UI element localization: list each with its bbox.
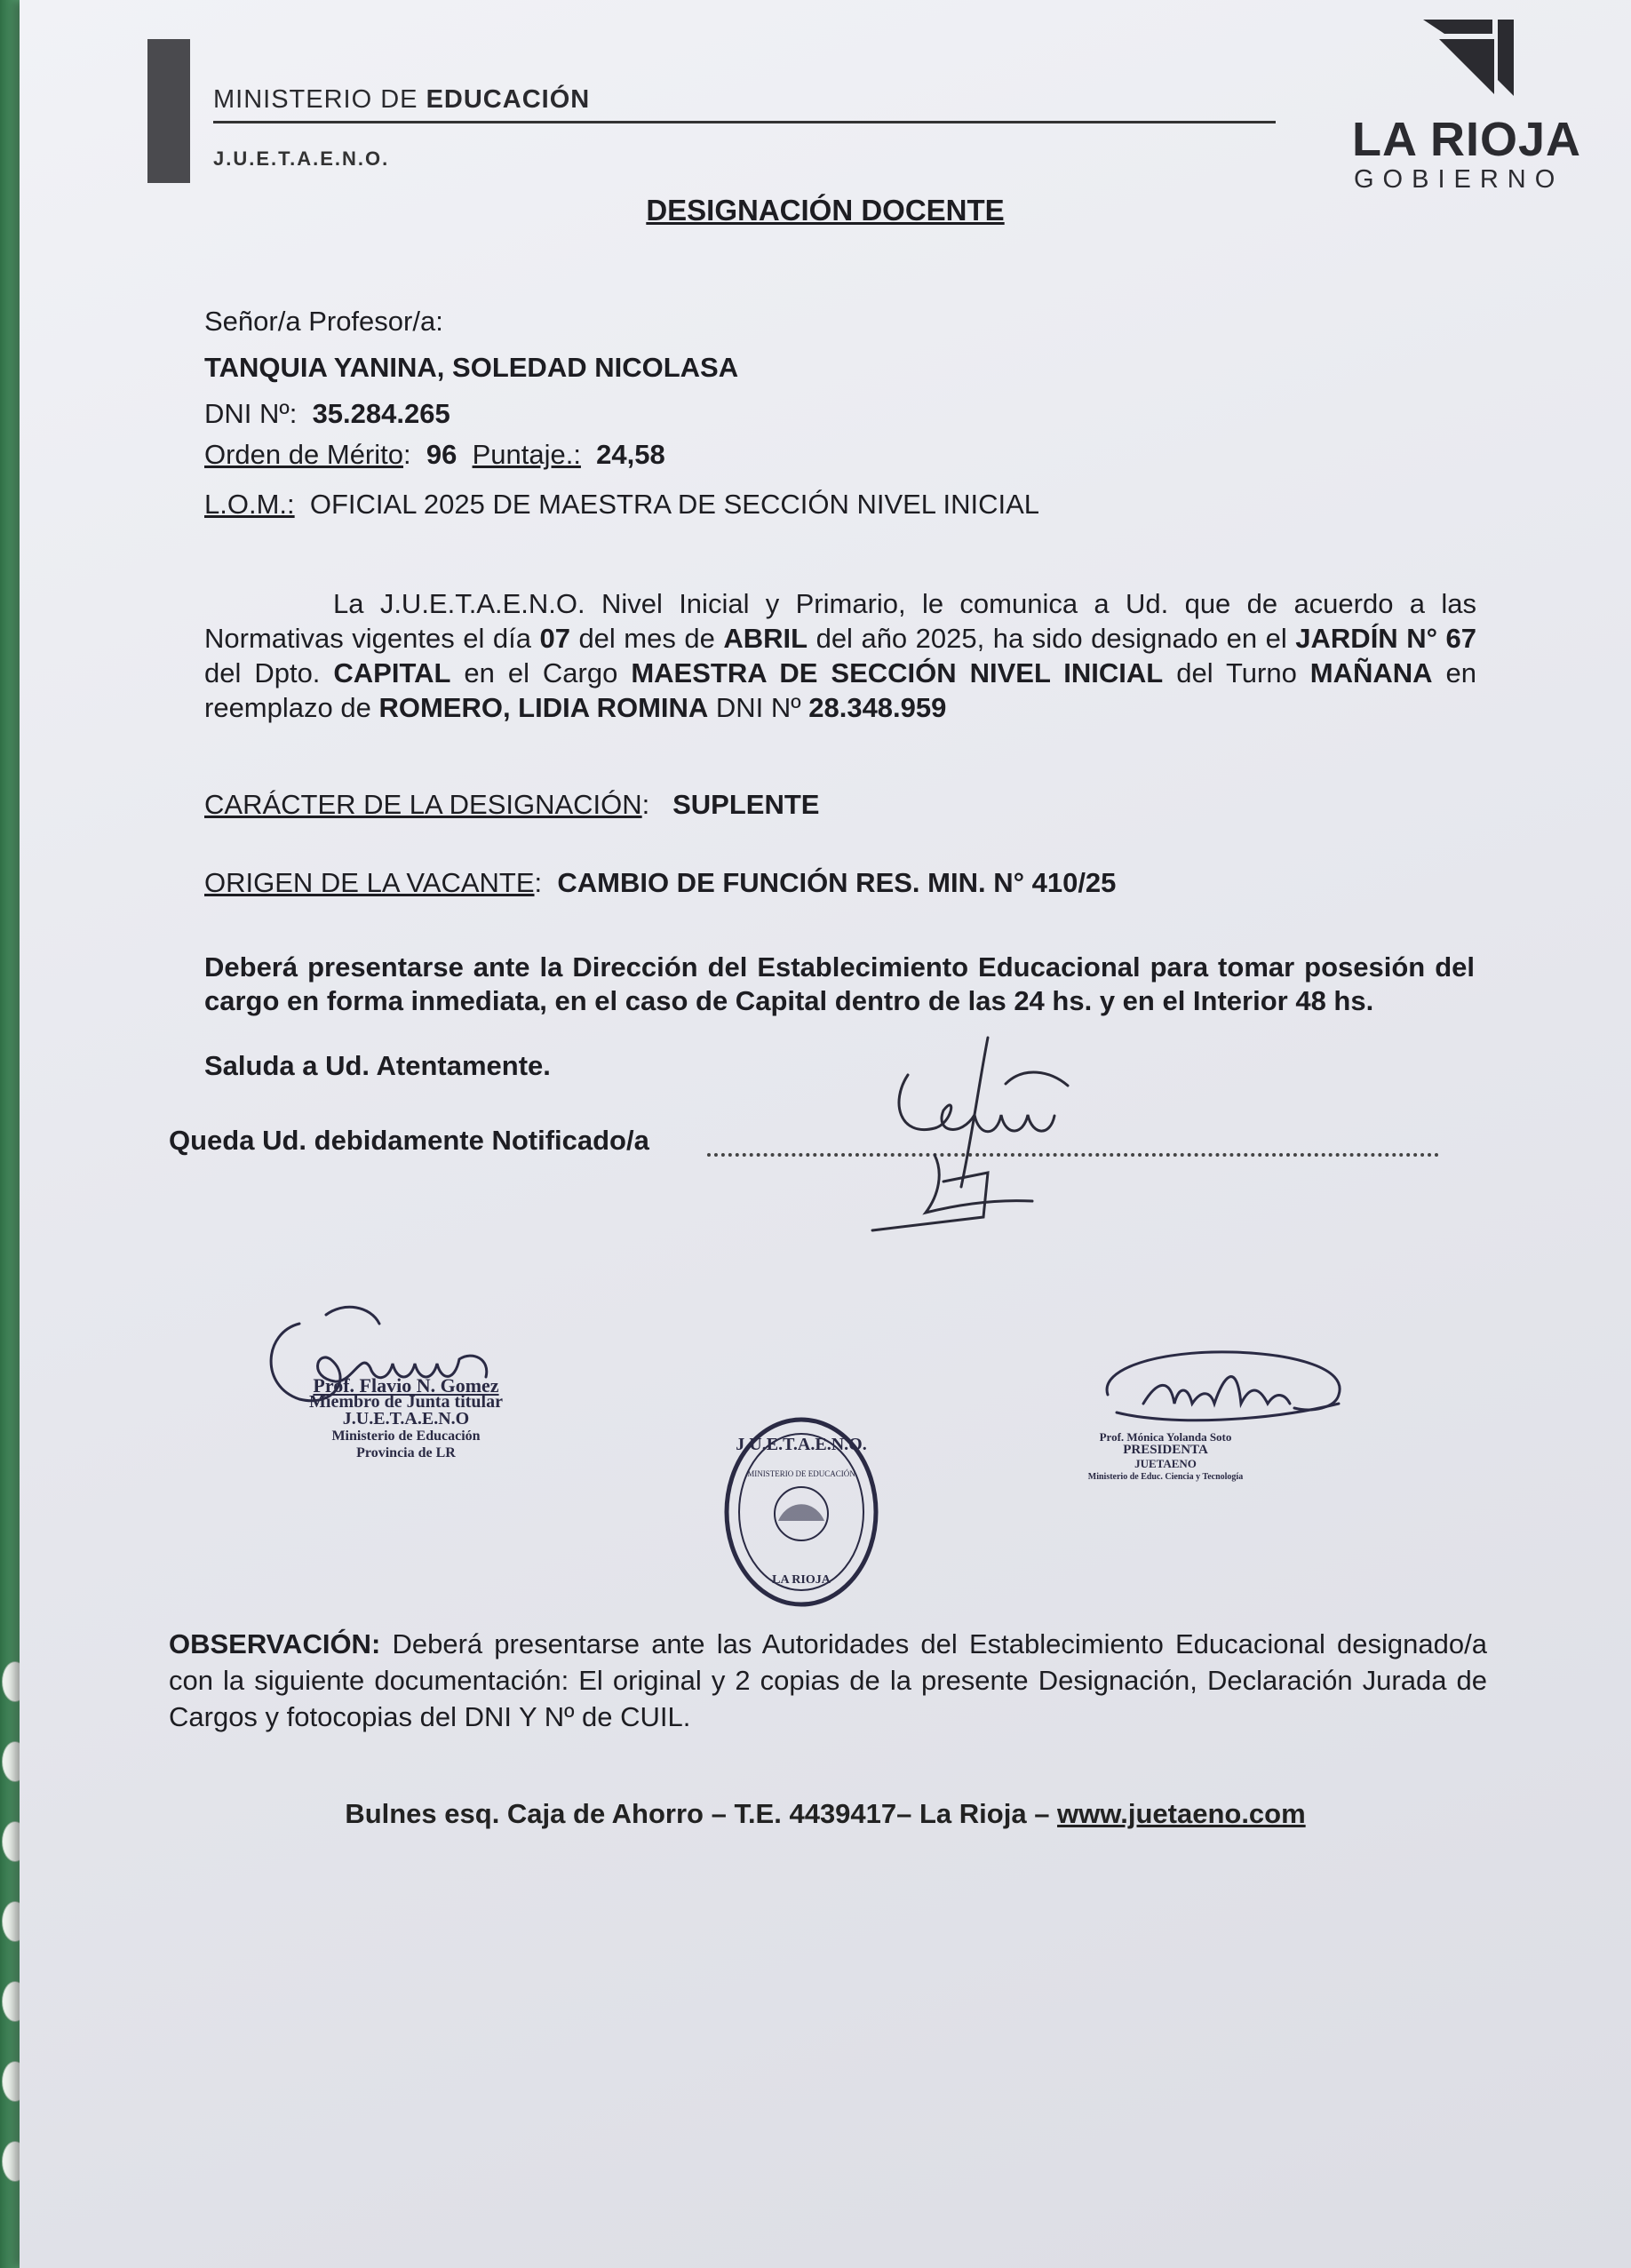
puntaje-value: 24,58 [596, 439, 665, 470]
dni-line [204, 398, 450, 430]
stamp-line: Miembro de Junta titular [309, 1392, 503, 1412]
seal-inner-text: MINISTERIO DE EDUCACIÓN [747, 1469, 855, 1478]
stamp-line: Prof. Mónica Yolanda Soto [1099, 1430, 1232, 1444]
footer [20, 1798, 1631, 1830]
body-text: del mes de [569, 623, 724, 654]
unit-name: J.U.E.T.A.E.N.O. [213, 147, 390, 170]
origen-line: ORIGEN DE LA VACANTE: CAMBIO DE FUNCIÓN RES. MIN. N° 410/25 [204, 867, 1117, 898]
body-text: en el Cargo [450, 657, 632, 688]
stamp-line: JUETAENO [1134, 1457, 1197, 1470]
orden-value: 96 [426, 439, 457, 470]
puntaje-label: Puntaje.: [472, 439, 581, 470]
recipient-name: TANQUIA YANINA, SOLEDAD NICOLASA [204, 352, 739, 383]
seal-top-text: J.U.E.T.A.E.N.O. [736, 1435, 867, 1454]
day: 07 [539, 623, 570, 654]
la-rioja-logo-icon [1421, 18, 1519, 107]
document-page [20, 0, 1631, 2268]
footer-website: www.juetaeno.com [1057, 1798, 1306, 1829]
closing-greeting: Saluda a Ud. Atentamente. [204, 1050, 551, 1081]
ministry-bold: EDUCACIÓN [426, 85, 591, 114]
header-rule [213, 121, 1276, 123]
lom-line [204, 489, 1039, 521]
seal-bottom-text: LA RIOJA [772, 1573, 831, 1587]
merit-line: Orden de Mérito: 96 Puntaje.: 24,58 [204, 439, 665, 470]
official-seal-icon [721, 1414, 881, 1610]
body-text: en reemplazo de [204, 657, 1476, 723]
replaced-dni: 28.348.959 [808, 692, 947, 723]
dni-value: 35.284.265 [312, 398, 450, 429]
caracter-line: CARÁCTER DE LA DESIGNACIÓN: SUPLENTE [204, 789, 820, 820]
month: ABRIL [723, 623, 808, 654]
caracter-label: CARÁCTER DE LA DESIGNACIÓN [204, 789, 642, 820]
stamp-line: PRESIDENTA [1123, 1443, 1208, 1457]
body-text: del Turno [1163, 657, 1310, 688]
header-bar [147, 39, 190, 183]
notified-line: Queda Ud. debidamente Notificado/a [169, 1125, 649, 1156]
origen-value: CAMBIO DE FUNCIÓN RES. MIN. N° 410/25 [557, 867, 1117, 898]
logo-subtitle: GOBIERNO [1354, 165, 1564, 194]
body-text: del año 2025, ha sido designado en el [808, 623, 1296, 654]
lom-value: OFICIAL 2025 DE MAESTRA DE SECCIÓN NIVEL INICIAL [309, 489, 1040, 520]
stamp-line: Provincia de LR [356, 1445, 456, 1460]
ministry-prefix: MINISTERIO DE [213, 85, 418, 114]
document-title: DESIGNACIÓN DOCENTE [646, 194, 1005, 227]
body-text: DNI Nº [708, 692, 809, 723]
caracter-value: SUPLENTE [672, 789, 820, 820]
position: MAESTRA DE SECCIÓN NIVEL INICIAL [631, 657, 1164, 688]
recipient-signature-icon [855, 1031, 1086, 1235]
stamp-line: J.U.E.T.A.E.N.O [342, 1409, 470, 1428]
origen-label: ORIGEN DE LA VACANTE [204, 867, 535, 898]
department: CAPITAL [333, 657, 451, 688]
shift: MAÑANA [1309, 657, 1433, 688]
logo-name: LA RIOJA [1352, 113, 1582, 166]
instructions-paragraph: Deberá presentarse ante la Dirección del Establecimiento Educacional para tomar posesión del cargo en forma inmediata, en el caso de Capital dentro de las 24 hs. y en el Interior 48 hs. [204, 951, 1475, 1016]
left-stamp [268, 1374, 544, 1461]
replaced-teacher: ROMERO, LIDIA ROMINA [378, 692, 709, 723]
observation-text: Deberá presentarse ante las Autoridades del Establecimiento Educacional designado/a con la siguiente documentación: El original y 2 copias de la presente Designación, Declaración Jurada de Cargos y fotocopias del DNI Y Nº de CUIL. [169, 1628, 1487, 1732]
dni-label: DNI Nº: [204, 398, 298, 429]
body-text: del Dpto. [204, 657, 334, 688]
body-text: La J.U.E.T.A.E.N.O. Nivel Inicial y Primario, le comunica a Ud. que de acuerdo a las Normativas vigentes el día [204, 588, 1476, 654]
stamp-line: Ministerio de Educación [331, 1428, 481, 1444]
stamp-line: Prof. Flavio N. Gomez [313, 1374, 499, 1397]
observation-paragraph [169, 1626, 1487, 1735]
footer-address: Bulnes esq. Caja de Ahorro – T.E. 4439417– La Rioja – [345, 1798, 1058, 1829]
orden-label: Orden de Mérito [204, 439, 403, 470]
jardin: JARDÍN N° 67 [1295, 623, 1476, 654]
right-stamp [1050, 1430, 1281, 1484]
lom-label: L.O.M.: [204, 489, 295, 520]
salutation: Señor/a Profesor/a: [204, 306, 443, 337]
designation-paragraph [204, 586, 1476, 725]
stamp-line: Ministerio de Educ. Ciencia y Tecnología [1087, 1472, 1244, 1482]
ministry-name [213, 85, 590, 115]
observation-label: OBSERVACIÓN: [169, 1628, 381, 1659]
